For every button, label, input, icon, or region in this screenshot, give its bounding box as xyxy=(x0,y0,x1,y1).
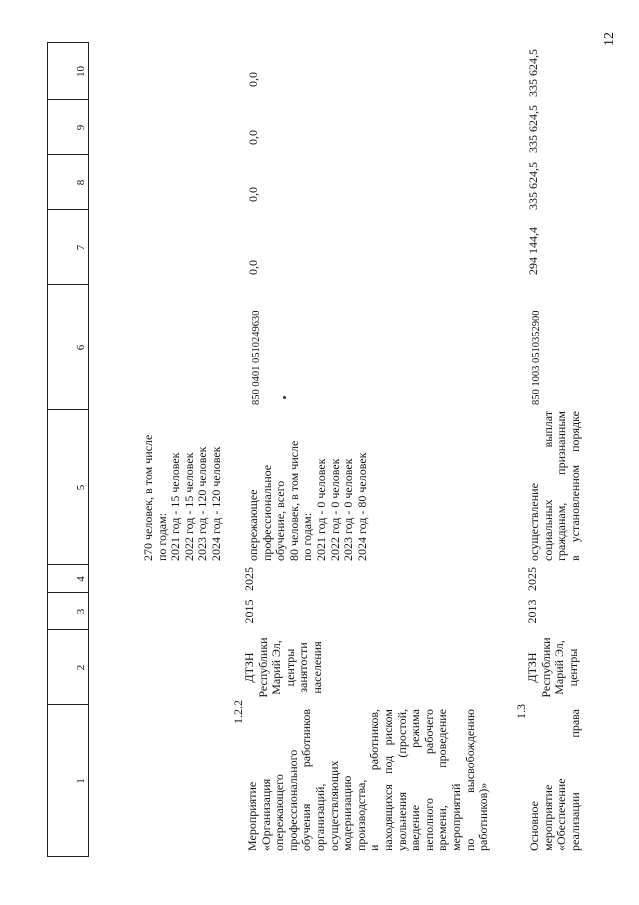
row-1-col-8: 0,0 xyxy=(246,187,260,202)
header-col-1: 1 xyxy=(75,778,87,784)
row-2-col-4: 2025 xyxy=(525,567,539,591)
row-2-col-8: 335 624,5 xyxy=(526,162,540,210)
header-col-8: 8 xyxy=(75,179,87,186)
row-2-col-5: осуществление социальных выплат гражданам, признанным в установленном порядке xyxy=(527,411,582,561)
row-2-col-1-number: 1.3 xyxy=(514,704,528,719)
header-col-7: 7 xyxy=(75,244,87,251)
row-1-col-1-number: 1.2.2 xyxy=(231,700,245,724)
row-1-col-9: 0,0 xyxy=(246,130,260,145)
row-1-col-2: ДТЗН Республики Марий Эл, центры занятости населения xyxy=(242,637,324,698)
row-2-col-7: 294 144,4 xyxy=(526,227,540,275)
row-2-col-3: 2013 xyxy=(525,599,539,624)
stray-mark xyxy=(283,396,286,399)
row-2-col-1: Основное мероприятие «Обеспечение реализации права xyxy=(527,709,582,851)
row-1-col-10: 0,0 xyxy=(246,72,260,87)
row-2-col-9: 335 624,5 xyxy=(526,105,540,153)
header-col-2: 2 xyxy=(75,664,87,671)
row-2-col-10: 335 624,5 xyxy=(526,49,540,97)
header-col-4: 4 xyxy=(75,576,87,582)
row-1-col-5: опережающее профессиональное обучение, всего 80 человек, в том числе по годам: 2021 год - 0 человек 2022 год - 0 человек 2023 год - 0 человек 2024 год - 80 человек xyxy=(246,440,369,561)
header-col-6: 6 xyxy=(75,344,87,351)
row-2-col-6: 850 1003 0510352900 xyxy=(531,310,542,405)
row-1-col-6: 850 0401 0510249630 xyxy=(251,310,262,405)
header-col-9: 9 xyxy=(75,124,87,131)
header-col-3: 3 xyxy=(75,608,87,615)
table-top-border xyxy=(47,43,48,857)
page-number: 12 xyxy=(602,32,617,46)
table-header-border xyxy=(88,43,89,857)
header-col-5: 5 xyxy=(75,484,87,491)
row-2-col-2: ДТЗН Республики Марий Эл, центры xyxy=(525,637,580,698)
row-1-col-4: 2025 xyxy=(242,567,256,591)
header-col-10: 10 xyxy=(75,66,87,77)
row-1-col-7: 0,0 xyxy=(246,260,260,275)
row-0-col-5: 270 человек, в том числе по годам: 2021 год - 15 человек 2022 год - 15 человек 2023 год - 120 человек 2024 год - 120 человек xyxy=(141,434,223,561)
row-1-col-1: Мероприятие «Организация опережающего профессионального обучения работников организаций, осуществляющих модернизацию производства, и работников, находящихся под риском увольнения (простой, введение режима неполного рабочего времени, проведение мероприятий по высвобождению работников)» xyxy=(245,709,491,851)
row-1-col-3: 2015 xyxy=(242,599,256,624)
